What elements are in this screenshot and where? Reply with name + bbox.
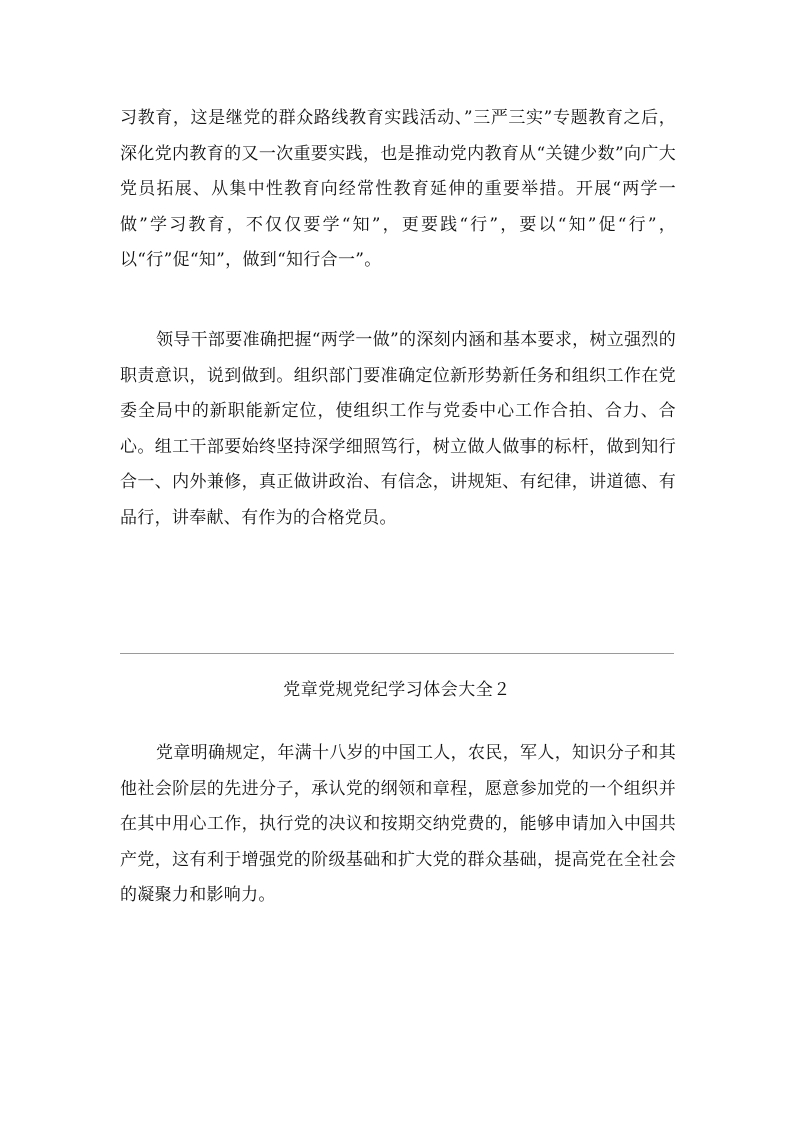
paragraph-leadership: 领导干部要准确把握“两学一做”的深刻内涵和基本要求，树立强烈的职责意识，说到做到。组织部门要准确定位新形势新任务和组织工作在党委全局中的新职能新定位，使组织工作与党委中心工作合拍、合力、合心。组工干部要始终坚持深学细照笃行，树立做人做事的标杆，做到知行合一、内外兼修，真正做讲政治、有信念，讲规矩、有纪律，讲道德、有品行，讲奉献、有作为的合格党员。	[120, 330, 676, 528]
section-title: 党章党规党纪学习体会大全２	[283, 680, 511, 700]
section-divider	[120, 653, 674, 654]
paragraph-party-charter: 党章明确规定，年满十八岁的中国工人，农民，军人，知识分子和其他社会阶层的先进分子，承认党的纲领和章程，愿意参加党的一个组织并在其中用心工作，执行党的决议和按期交纳党费的，能够申请加入中国共产党，这有利于增强党的阶级基础和扩大党的群众基础，提高党在全社会的凝聚力和影响力。	[120, 743, 676, 905]
paragraph-continuation: 习教育，这是继党的群众路线教育实践活动、”三严三实”专题教育之后，深化党内教育的又一次重要实践，也是推动党内教育从“关键少数”向广大党员拓展、从集中性教育向经常性教育延伸的重要举措。开展“两学一做”学习教育，不仅仅要学“知”，更要践“行”，要以“知”促“行”，以“行”促“知”，做到“知行合一”。	[120, 108, 676, 270]
